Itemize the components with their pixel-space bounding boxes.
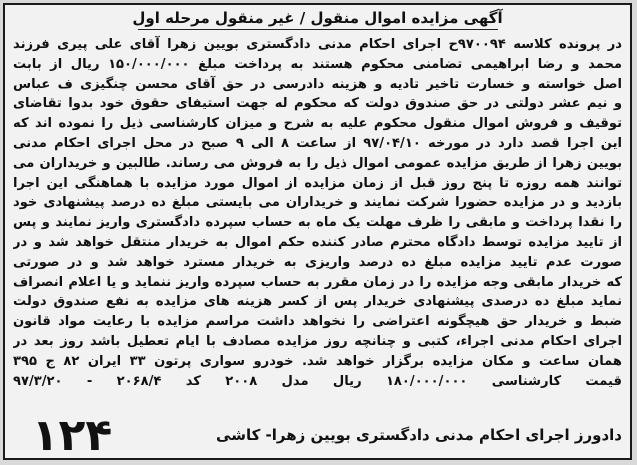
reference-number-text: ۱۲۴ — [31, 410, 113, 454]
notice-body-line: ضبط و خریدار حق هیچگونه اعتراضی را نخواهد داشت مراسم مزایده با رعایت مواد قانون — [13, 314, 622, 330]
notice-body-line: اصل خواسته و خسارت تاخیر تادیه و هزینه دادرسی در حق آقای محسن چنگیزی ف عباس — [13, 76, 622, 92]
notice-body-line: و نیم عشر دولتی در حق صندوق دولت که محکوم له جهت استیفای حقوق خود بدوا تقاضای — [13, 96, 622, 112]
notice-body-line: توانند همه روزه تا پنج روز قبل از زمان مزایده از اموال مورد مزایده با هماهنگی این اجرا — [13, 175, 622, 191]
notice-body-line: صورت عدم تایید مزایده مبلغ ده درصد واریزی به خریدار مسترد خواهد شد و در صورتی — [13, 254, 622, 270]
signature-line: دادورز اجرای احکام مدنی دادگستری بویین زهرا- کاشی — [216, 426, 622, 444]
notice-body-line: قیمت کارشناسی ۱۸۰/۰۰۰/۰۰۰ ریال مدل ۲۰۰۸ کد ۲۰۶۸/۴ - ۹۷/۳/۲۰ — [13, 373, 622, 389]
notice-body-line: همان ساعت و مکان مزایده برگزار خواهد شد. خودرو سواری پرتون ۳۳ ایران ۸۲ ج ۳۹۵ — [13, 353, 622, 369]
notice-body-line: توقیف و فروش اموال منقول محکوم علیه به شرح و میزان کارشناسی ذیل را نموده اند که — [13, 116, 622, 132]
notice-footer — [13, 410, 622, 454]
notice-body-line: از تایید مزایده توسط دادگاه محترم صادر کننده حکم اموال به خریدار منتقل خواهد شد و در — [13, 234, 622, 250]
title-underline — [138, 29, 498, 30]
notice-body-line: را نقدا پرداخت و مابقی را ظرف مهلت یک ماه به حساب سپرده دادگستری واریز نمایند و پس — [13, 215, 622, 231]
notice-title: آگهی مزایده اموال منقول / غیر منقول مرحله اول — [132, 9, 503, 27]
notice-body-line: این اجرا قصد دارد در مورخه ۹۷/۰۴/۱۰ از ساعت ۸ الی ۹ صبح در محل اجرای احکام مدنی — [13, 135, 622, 151]
notice-body-line: که خریدار مابقی وجه مزایده را در زمان مقرر به حساب سپرده واریز ننماید و یا اعلام انصراف — [13, 274, 622, 290]
notice-body-line: بویین زهرا از طریق مزایده عمومی اموال ذیل را به فروش می رساند. طالبین و خریداران می — [13, 155, 622, 171]
notice-body-line: اجرای احکام مدنی اجراء، کتبی و چنانچه روز مزایده مصادف با ایام تعطیل باشد روز بعد در — [13, 333, 622, 349]
notice-body-line: محمد و رضا ابراهیمی تضامنی محکوم هستند به پرداخت مبلغ ۱۵۰/۰۰۰/۰۰۰ ریال از بابت — [13, 56, 622, 72]
notice-body-line: بازدید و در مزایده حضورا شرکت نمایند و خریداران می بایستی مبلغ ده درصد پیشنهادی خود — [13, 195, 622, 211]
handwritten-reference-number — [17, 410, 127, 454]
notice-body-line: نماید مبلغ ده درصدی پیشنهادی خریدار پس از کسر هزینه های مزایده به نفع صندوق دولت — [13, 294, 622, 310]
notice-body-line: در پرونده کلاسه ۹۷۰۰۹۴ح اجرای احکام مدنی دادگستری بویین زهرا آقای علی پیری فرزند — [13, 37, 622, 52]
notice-body — [13, 35, 622, 391]
auction-notice — [3, 3, 632, 460]
